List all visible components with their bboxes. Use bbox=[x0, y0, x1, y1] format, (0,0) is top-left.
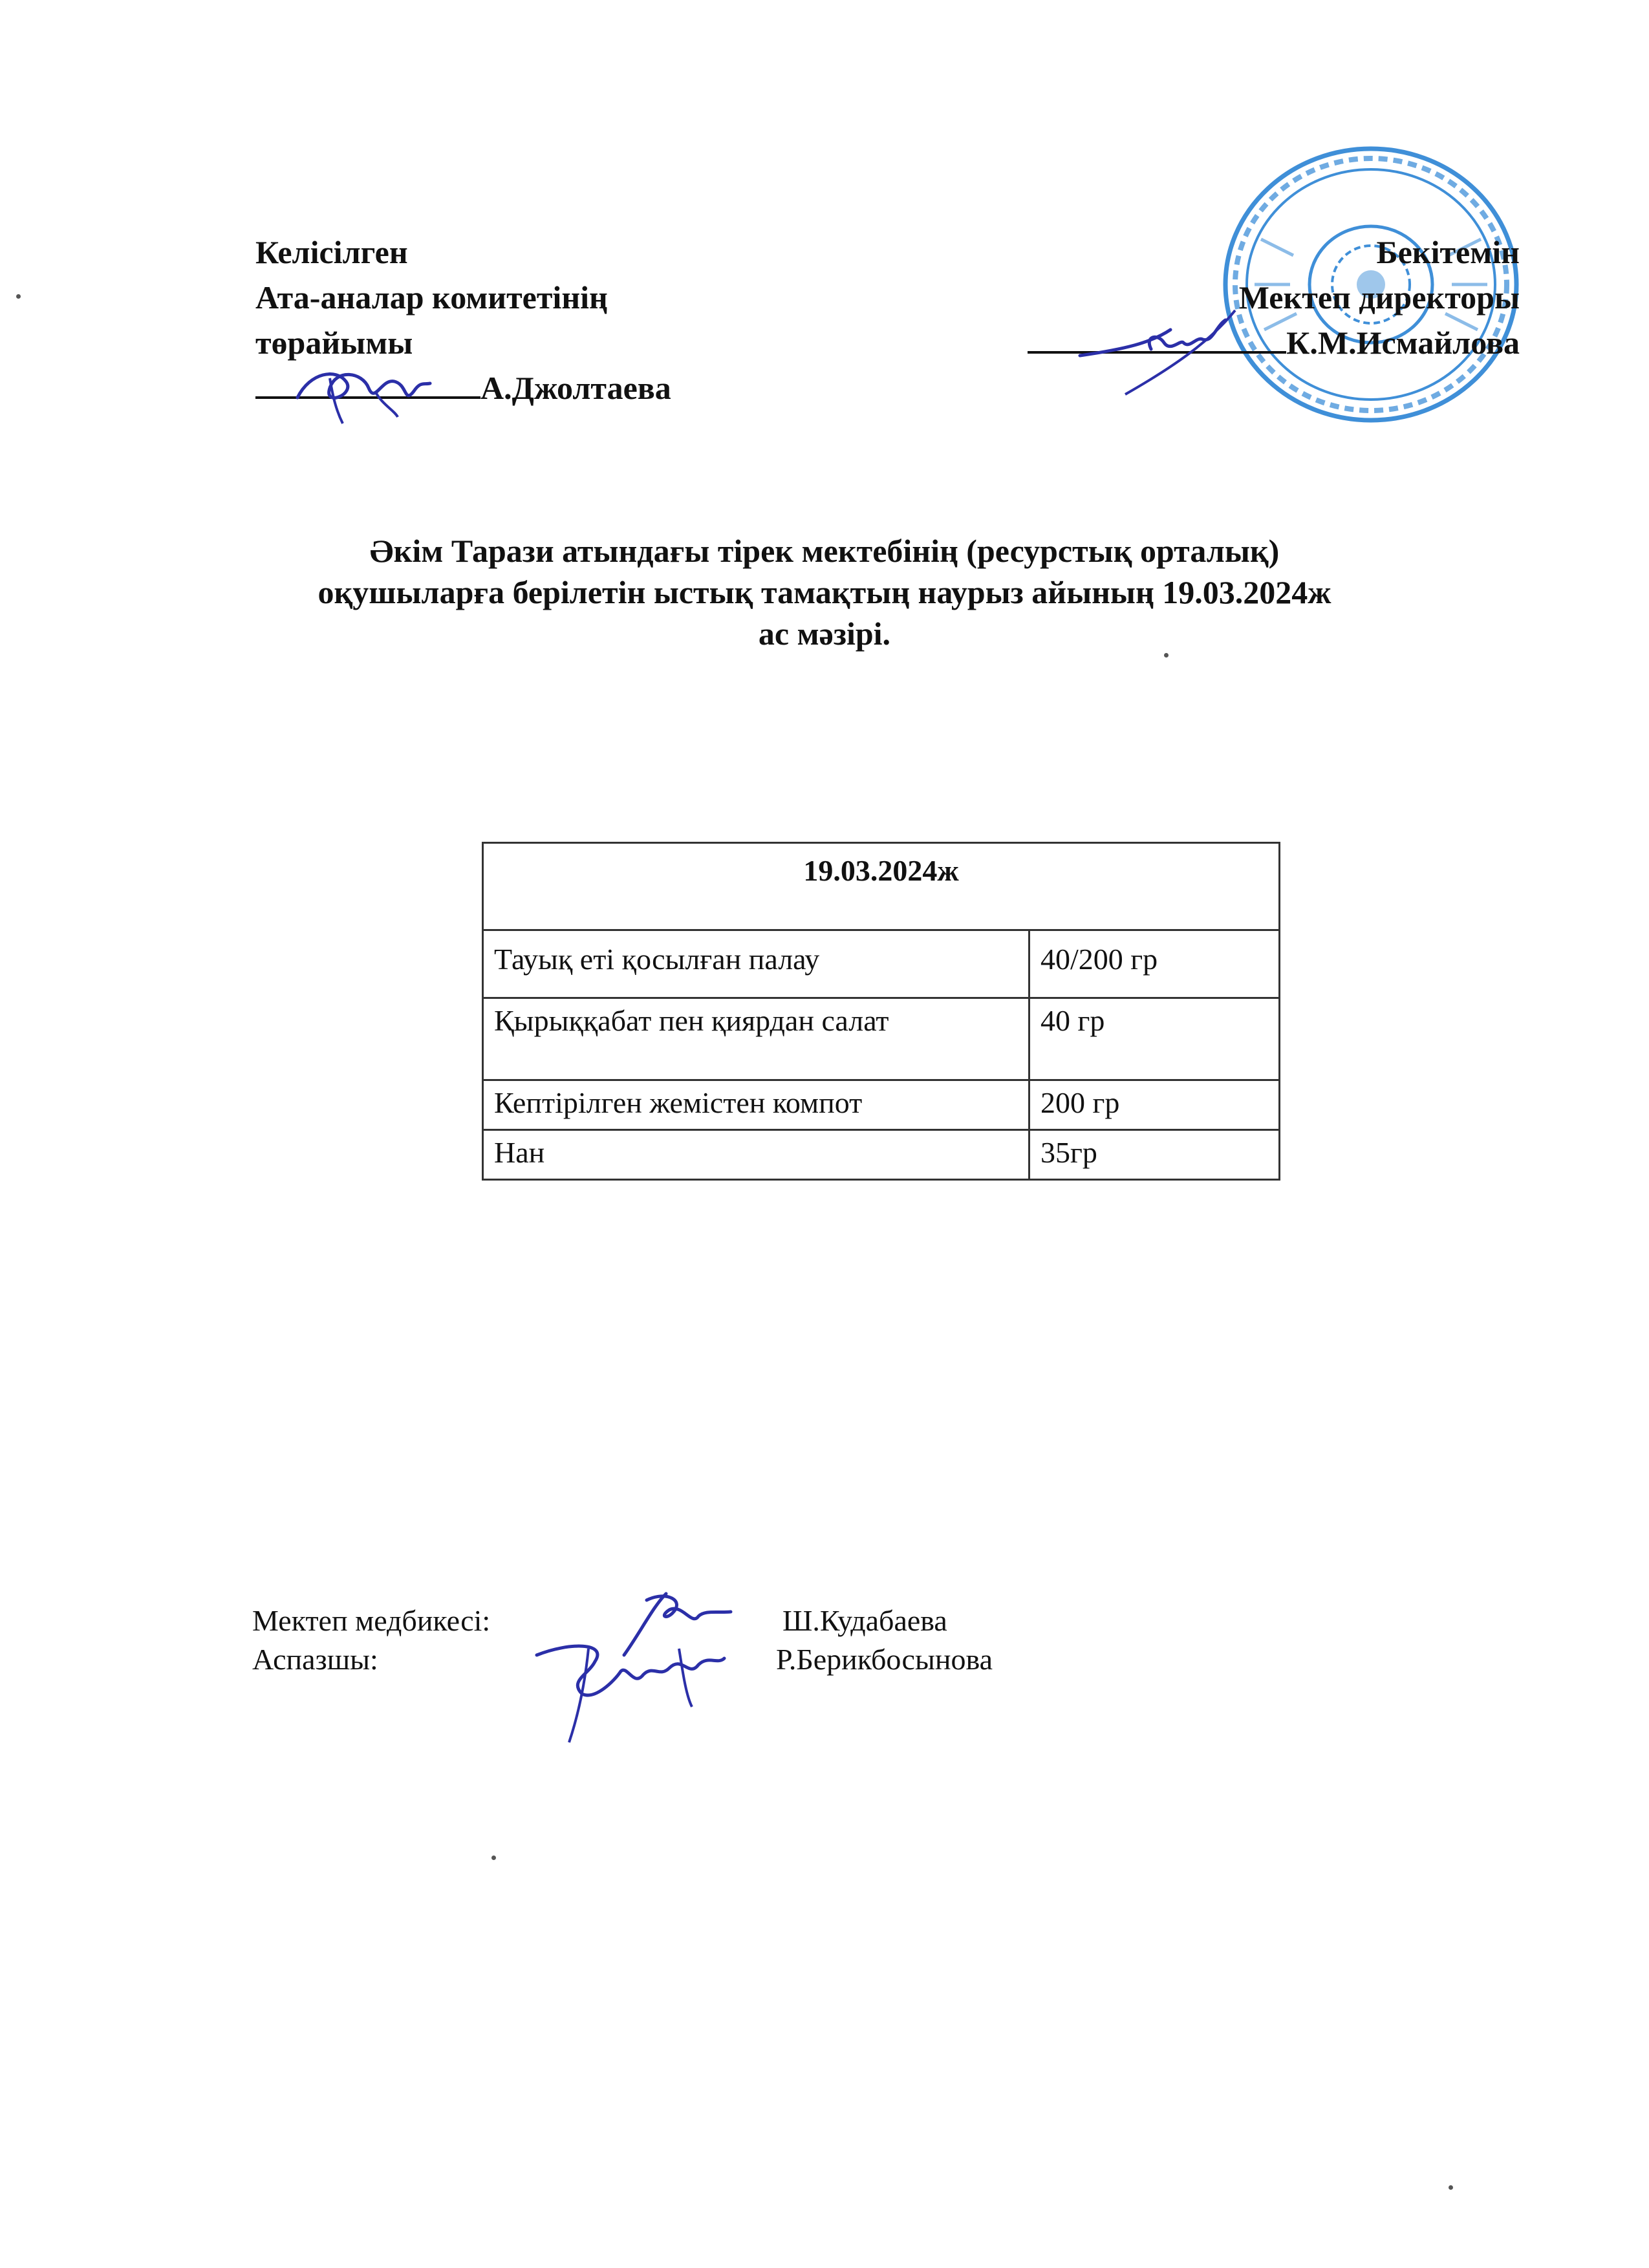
scan-speck bbox=[1164, 653, 1169, 658]
table-row bbox=[483, 1130, 1280, 1180]
dish-name: Нан bbox=[483, 1130, 1029, 1180]
document-title bbox=[162, 530, 1487, 654]
dish-name: Кептірілген жемістен компот bbox=[483, 1080, 1029, 1130]
approved-heading: Бекітемін bbox=[1376, 234, 1520, 270]
title-line-1: Әкім Тарази атындағы тірек мектебінің (ресурстық орталық) bbox=[369, 533, 1280, 569]
dish-portion: 40 гр bbox=[1029, 998, 1280, 1080]
cook-label: Аспазшы: bbox=[252, 1643, 378, 1676]
cook-name: Р.Берикбосынова bbox=[776, 1643, 993, 1676]
parent-committee-signature bbox=[285, 352, 440, 430]
table-row bbox=[483, 1080, 1280, 1130]
nurse-name: Ш.Кудабаева bbox=[782, 1604, 947, 1637]
dish-name: Қырыққабат пен қиярдан салат bbox=[483, 998, 1029, 1080]
cook-signature bbox=[530, 1629, 731, 1746]
menu-date: 19.03.2024ж bbox=[483, 843, 1280, 930]
approved-name: К.М.Исмайлова bbox=[1286, 325, 1520, 361]
agreed-position-line2: төрайымы bbox=[255, 325, 413, 361]
scan-speck bbox=[491, 1856, 496, 1860]
director-signature bbox=[1073, 304, 1242, 401]
approved-position: Мектеп директоры bbox=[1238, 279, 1520, 316]
dish-portion: 40/200 гр bbox=[1029, 930, 1280, 998]
menu-date-row bbox=[483, 843, 1280, 930]
menu-table bbox=[482, 842, 1280, 1181]
scan-speck bbox=[16, 294, 21, 299]
table-row bbox=[483, 930, 1280, 998]
title-line-3: ас мәзірі. bbox=[758, 615, 891, 652]
agreed-position-line1: Ата-аналар комитетінің bbox=[255, 279, 608, 316]
dish-portion: 35гр bbox=[1029, 1130, 1280, 1180]
agreed-heading: Келісілген bbox=[255, 234, 408, 270]
dish-portion: 200 гр bbox=[1029, 1080, 1280, 1130]
scan-speck bbox=[1449, 2185, 1453, 2190]
title-line-2: оқушыларға берілетін ыстық тамақтың наурыз айының 19.03.2024ж bbox=[318, 574, 1331, 610]
agreed-name: А.Джолтаева bbox=[480, 370, 671, 406]
table-row bbox=[483, 998, 1280, 1080]
dish-name: Тауық еті қосылған палау bbox=[483, 930, 1029, 998]
nurse-label: Мектеп медбикесі: bbox=[252, 1604, 491, 1637]
